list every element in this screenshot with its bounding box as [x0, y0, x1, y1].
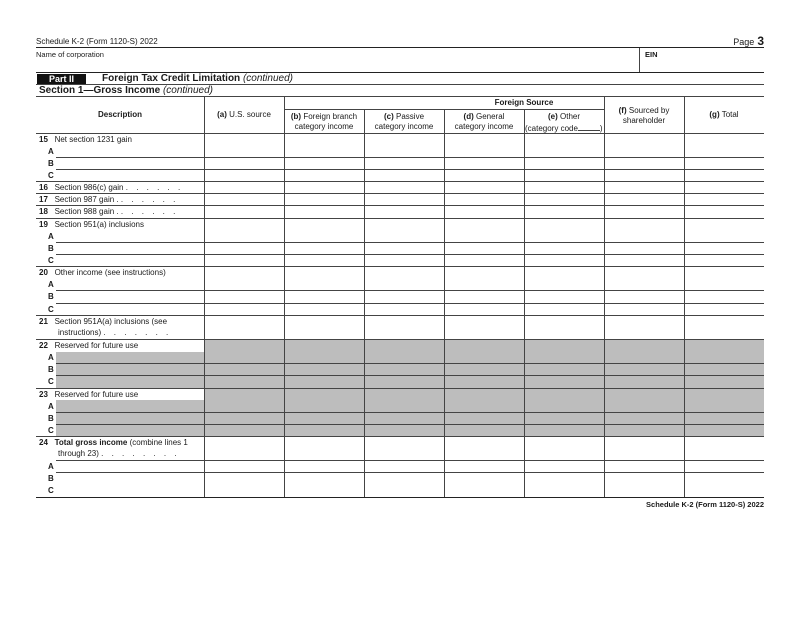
line-20: 20 Other income (see instructions) [39, 268, 166, 277]
line-24c-label: C [48, 486, 54, 495]
row-rule [36, 339, 764, 340]
line-20b-label: B [48, 292, 54, 301]
row-rule [56, 375, 764, 376]
row-rule [56, 157, 764, 158]
row-rule [36, 193, 764, 194]
line-15c-label: C [48, 171, 54, 180]
line-18: 18 Section 988 gain . . . . . . . [39, 207, 179, 216]
line-24-continued: through 23) . . . . . . . . [58, 449, 180, 458]
column-header-a: (a) U.S. source [217, 110, 271, 119]
line-23c-label: C [48, 426, 54, 435]
line-24: 24 Total gross income (combine lines 1 [39, 438, 188, 447]
row-rule [56, 460, 764, 461]
row-rule [36, 315, 764, 316]
row-rule [36, 205, 764, 206]
corporation-name-label: Name of corporation [36, 50, 104, 59]
column-header-e: (e) Other (category code ) [525, 112, 603, 133]
column-header-d: (d) General category income [454, 112, 514, 131]
line-19b-label: B [48, 244, 54, 253]
row-rule [36, 266, 764, 267]
column-header-b: (b) Foreign branch category income [290, 112, 358, 131]
form-name-footer: Schedule K-2 (Form 1120-S) 2022 [646, 500, 764, 509]
reserved-22-description-shading [56, 352, 204, 388]
ein-divider [639, 48, 640, 72]
line-24a-label: A [48, 462, 54, 471]
row-rule [56, 472, 764, 473]
row-rule [36, 388, 764, 389]
row-rule [56, 169, 764, 170]
column-header-c: (c) Passive category income [374, 112, 434, 131]
line-23: 23 Reserved for future use [39, 390, 139, 399]
ein-label: EIN [645, 50, 658, 59]
line-19a-label: A [48, 232, 54, 241]
line-19: 19 Section 951(a) inclusions [39, 220, 144, 229]
line-15b-label: B [48, 159, 54, 168]
form-name-header: Schedule K-2 (Form 1120-S) 2022 [36, 37, 158, 46]
header-bottom-rule [36, 133, 764, 134]
column-header-g: (g) Total [709, 110, 739, 119]
section-rule [36, 96, 764, 97]
row-rule [56, 242, 764, 243]
line-22: 22 Reserved for future use [39, 341, 139, 350]
column-header-foreign-source: Foreign Source [494, 98, 554, 107]
row-rule [36, 181, 764, 182]
part-label: Part II [37, 74, 86, 84]
column-header-description: Description [97, 110, 142, 119]
part-title: Foreign Tax Credit Limitation (continued) [102, 73, 293, 84]
row-rule [36, 436, 764, 437]
line-15: 15 Net section 1231 gain [39, 135, 132, 144]
line-22b-label: B [48, 365, 54, 374]
section-title: Section 1—Gross Income (continued) [39, 85, 213, 96]
row-rule [56, 412, 764, 413]
column-header-f: (f) Sourced by shareholder [618, 106, 670, 125]
line-15a-label: A [48, 147, 54, 156]
line-22c-label: C [48, 377, 54, 386]
page-number [733, 34, 764, 48]
line-19c-label: C [48, 256, 54, 265]
line-20c-label: C [48, 305, 54, 314]
row-rule [56, 363, 764, 364]
row-rule [36, 218, 764, 219]
reserved-23-description-shading [56, 400, 204, 437]
header-rule [36, 47, 764, 48]
line-16: 16 Section 986(c) gain . . . . . . [39, 183, 184, 192]
line-20a-label: A [48, 280, 54, 289]
page-label: Page [733, 37, 755, 47]
row-rule [56, 303, 764, 304]
line-17: 17 Section 987 gain . . . . . . . [39, 195, 179, 204]
line-23a-label: A [48, 402, 54, 411]
line-22a-label: A [48, 353, 54, 362]
row-rule [56, 254, 764, 255]
table-bottom-rule [36, 497, 764, 498]
line-21-continued: instructions) . . . . . . . [58, 328, 172, 337]
line-23b-label: B [48, 414, 54, 423]
line-24b-label: B [48, 474, 54, 483]
row-rule [56, 290, 764, 291]
page-number-value: 3 [757, 34, 764, 48]
line-21: 21 Section 951A(a) inclusions (see [39, 317, 168, 326]
row-rule [56, 424, 764, 425]
